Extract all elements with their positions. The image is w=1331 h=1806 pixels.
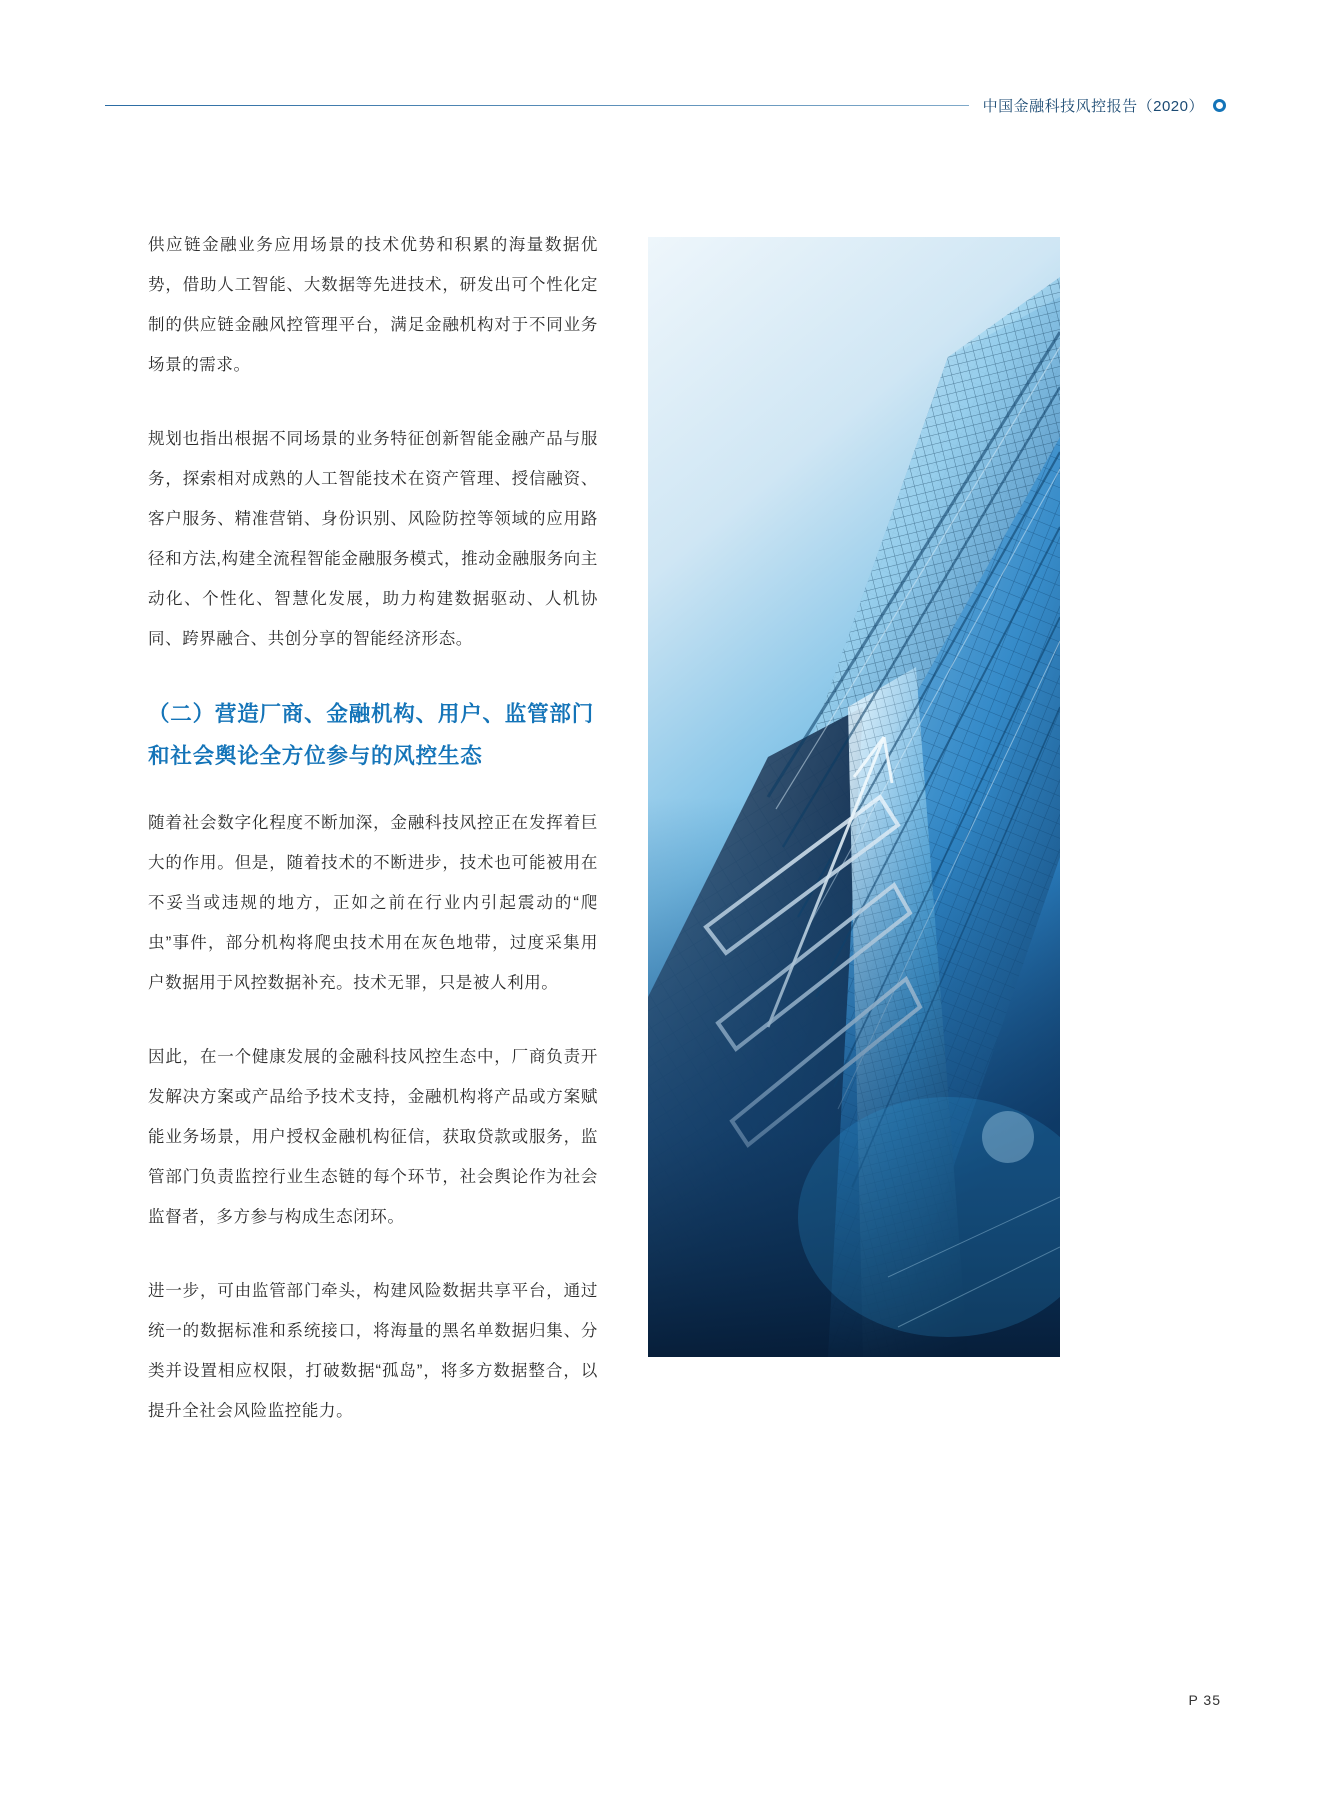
paragraph-5: 进一步，可由监管部门牵头，构建风险数据共享平台，通过统一的数据标准和系统接口，将海量的黑名单数据归集、分类并设置相应权限，打破数据“孤岛”，将多方数据整合，以提升全社会风险监控能力。 bbox=[148, 1282, 598, 1420]
paragraph-2: 规划也指出根据不同场景的业务特征创新智能金融产品与服务，探索相对成熟的人工智能技术在资产管理、授信融资、客户服务、精准营销、身份识别、风险防控等领域的应用路径和方法,构建全流程智能金融服务模式，推动金融服务向主动化、个性化、智慧化发展，助力构建数据驱动、人机协同、跨界融合、共创分享的智能经济形态。 bbox=[148, 430, 598, 648]
paragraph-1: 供应链金融业务应用场景的技术优势和积累的海量数据优势，借助人工智能、大数据等先进技术，研发出可个性化定制的供应链金融风控管理平台，满足金融机构对于不同业务场景的需求。 bbox=[148, 236, 598, 374]
skyscraper-photo bbox=[648, 237, 1060, 1357]
header-dot-icon bbox=[1213, 99, 1226, 112]
paragraph-3: 随着社会数字化程度不断加深，金融科技风控正在发挥着巨大的作用。但是，随着技术的不断进步，技术也可能被用在不妥当或违规的地方，正如之前在行业内引起震动的“爬虫”事件，部分机构将爬虫技术用在灰色地带，过度采集用户数据用于风控数据补充。技术无罪，只是被人利用。 bbox=[148, 814, 598, 992]
section-heading: （二）营造厂商、金融机构、用户、监管部门和社会舆论全方位参与的风控生态 bbox=[148, 702, 595, 768]
page-number: P 35 bbox=[1188, 1692, 1221, 1708]
header-rule bbox=[105, 105, 969, 106]
paragraph-4: 因此，在一个健康发展的金融科技风控生态中，厂商负责开发解决方案或产品给予技术支持，金融机构将产品或方案赋能业务场景，用户授权金融机构征信，获取贷款或服务，监管部门负责监控行业生态链的每个环节，社会舆论作为社会监督者，多方参与构成生态闭环。 bbox=[148, 1048, 598, 1226]
header-title: 中国金融科技风控报告（2020） bbox=[982, 97, 1204, 115]
page-header bbox=[105, 90, 1226, 120]
text-column bbox=[148, 225, 598, 1465]
